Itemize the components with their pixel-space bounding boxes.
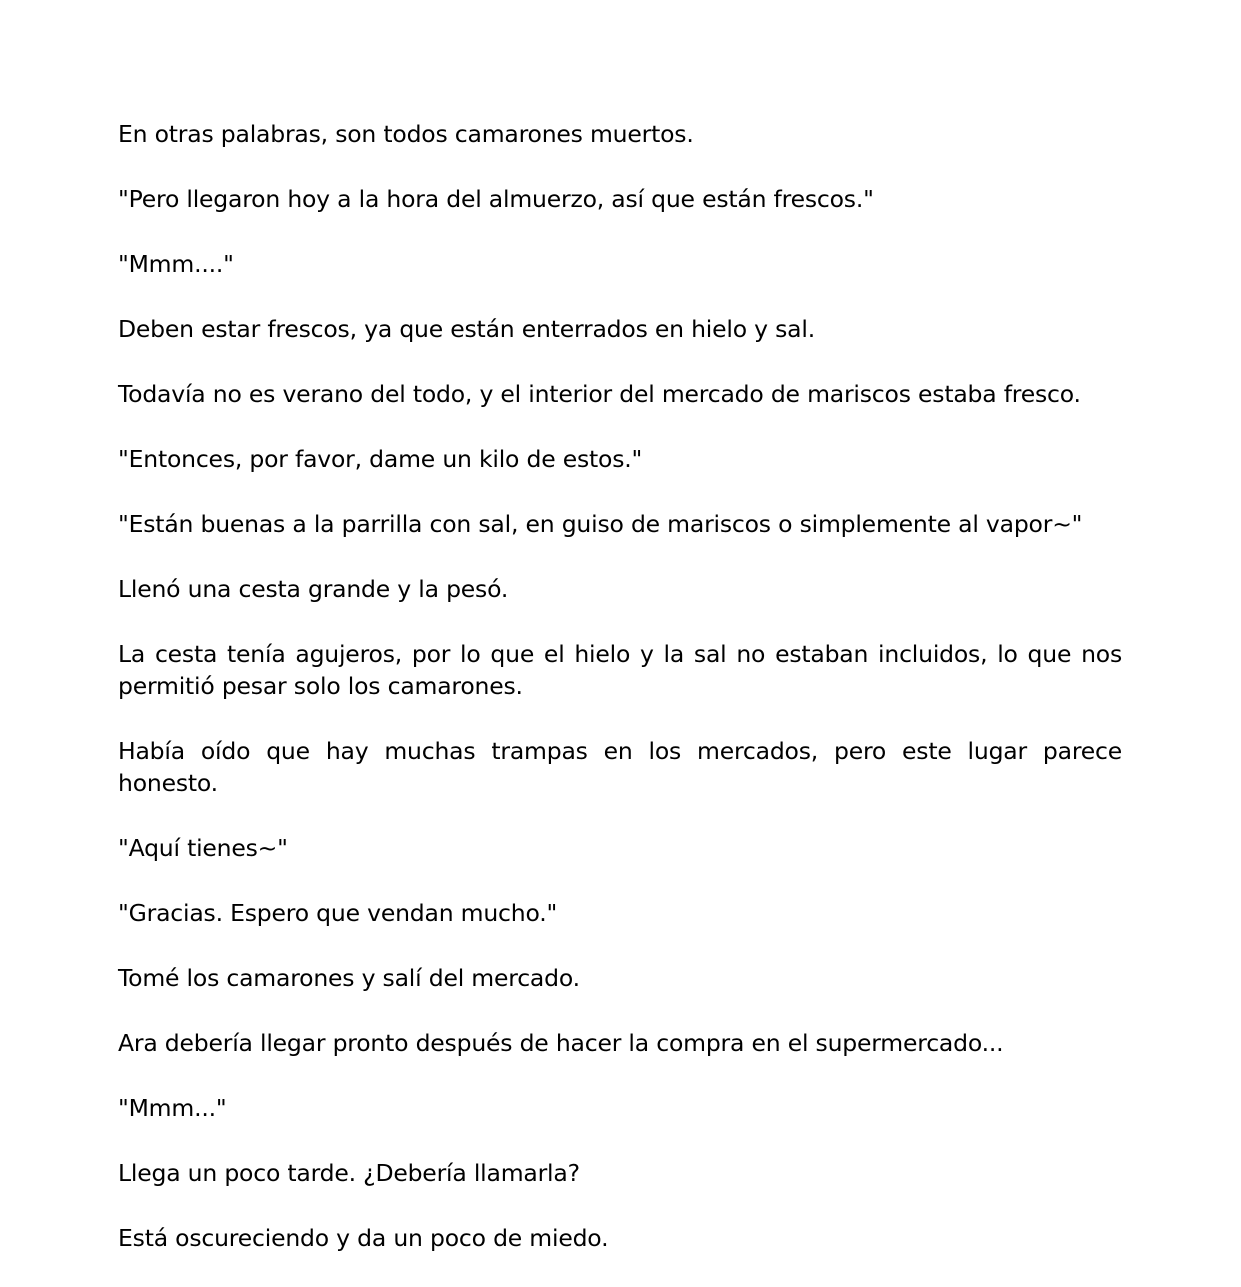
document-body (118, 118, 1122, 1287)
paragraph-14: Ara debería llegar pronto después de hacer la compra en el supermercado... (118, 1029, 1004, 1057)
paragraph-15: "Mmm..." (118, 1094, 227, 1122)
paragraph-3: "Mmm...." (118, 250, 234, 278)
paragraph-1: En otras palabras, son todos camarones muertos. (118, 120, 694, 148)
paragraph-7: "Están buenas a la parrilla con sal, en guiso de mariscos o simplemente al vapor~" (118, 510, 1083, 538)
paragraph-16: Llega un poco tarde. ¿Debería llamarla? (118, 1159, 580, 1187)
paragraph-17: Está oscureciendo y da un poco de miedo. (118, 1224, 609, 1252)
paragraph-8: Llenó una cesta grande y la pesó. (118, 575, 509, 603)
paragraph-2: "Pero llegaron hoy a la hora del almuerzo, así que están frescos." (118, 185, 874, 213)
paragraph-6: "Entonces, por favor, dame un kilo de estos." (118, 445, 643, 473)
paragraph-13: Tomé los camarones y salí del mercado. (118, 964, 580, 992)
paragraph-4: Deben estar frescos, ya que están enterrados en hielo y sal. (118, 315, 815, 343)
paragraph-9: La cesta tenía agujeros, por lo que el hielo y la sal no estaban incluidos, lo que nos permitió pesar solo los camarones. (118, 640, 1122, 700)
paragraph-12: "Gracias. Espero que vendan mucho." (118, 899, 558, 927)
paragraph-10: Había oído que hay muchas trampas en los mercados, pero este lugar parece honesto. (118, 737, 1122, 797)
paragraph-5: Todavía no es verano del todo, y el interior del mercado de mariscos estaba fresco. (118, 380, 1081, 408)
paragraph-11: "Aquí tienes~" (118, 834, 288, 862)
